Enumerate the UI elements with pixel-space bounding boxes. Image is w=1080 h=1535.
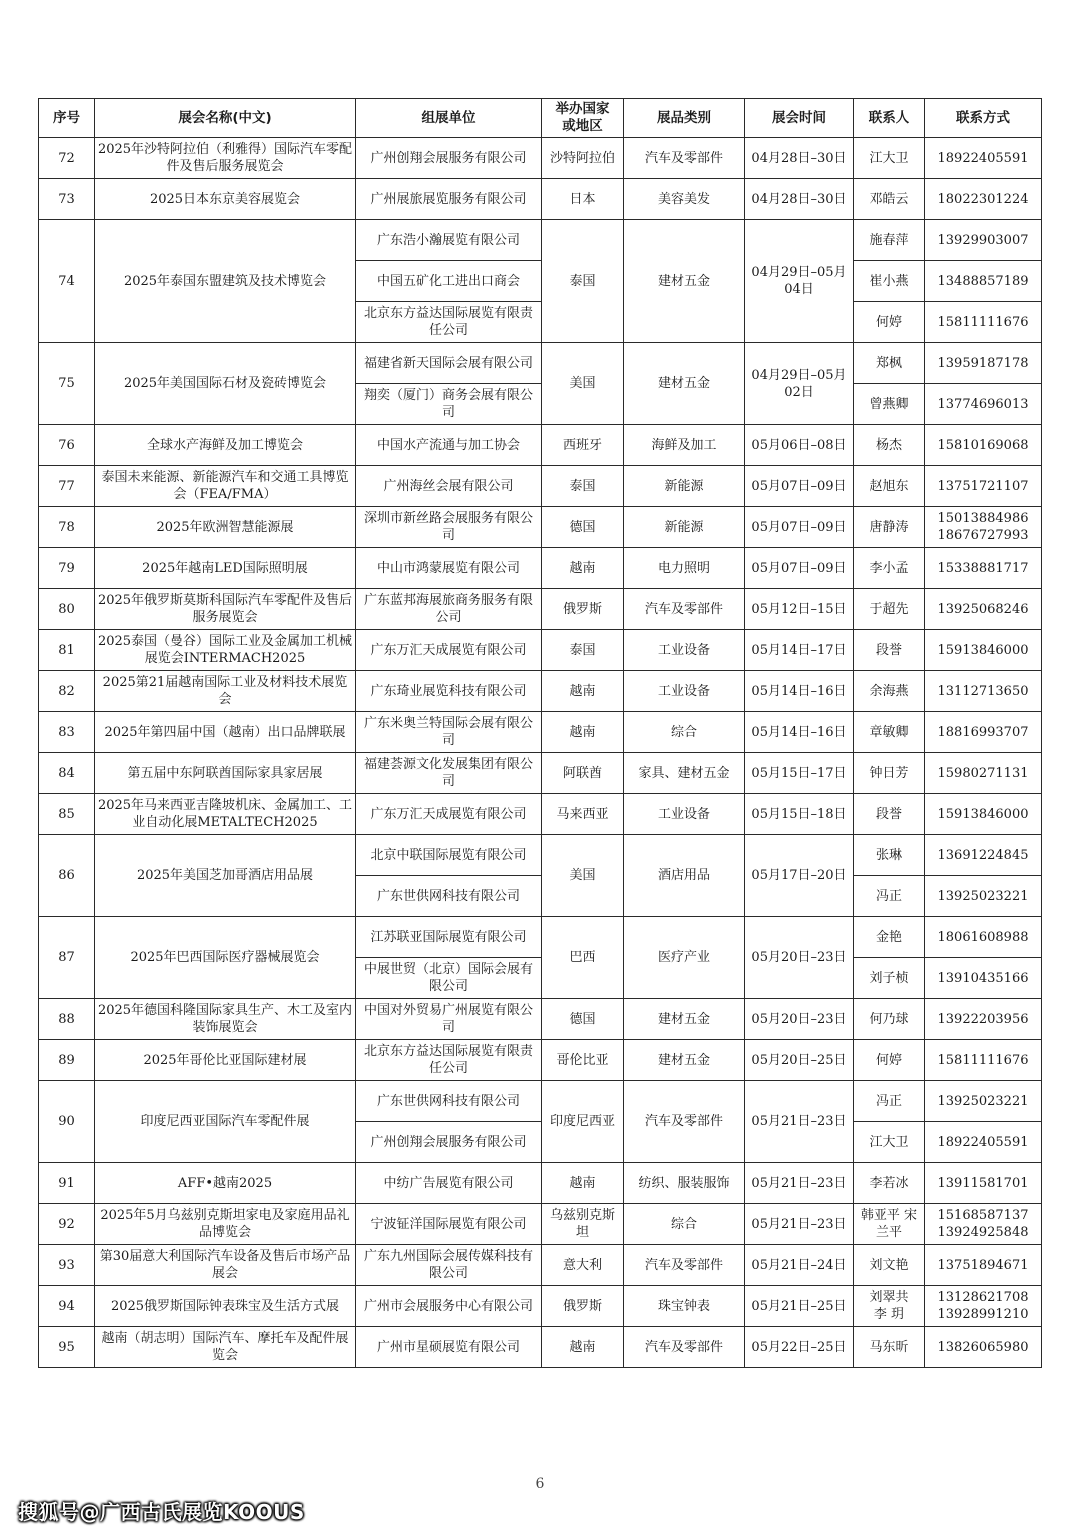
cell-time: 04月29日–05月04日 bbox=[745, 220, 854, 343]
cell-organizer: 广东米奥兰特国际会展有限公司 bbox=[356, 712, 542, 753]
cell-no: 74 bbox=[39, 220, 95, 343]
cell-exhibition-name: 2025年沙特阿拉伯（利雅得）国际汽车零配件及售后服务展览会 bbox=[95, 138, 356, 179]
cell-no: 95 bbox=[39, 1327, 95, 1368]
cell-contact-name: 何乃球 bbox=[854, 999, 925, 1040]
cell-no: 75 bbox=[39, 343, 95, 425]
cell-organizer: 北京东方益达国际展览有限责任公司 bbox=[356, 1040, 542, 1081]
header-time: 展会时间 bbox=[745, 99, 854, 138]
cell-contact-name: 施春萍 bbox=[854, 220, 925, 261]
cell-contact-name: 李小孟 bbox=[854, 548, 925, 589]
cell-organizer: 广东万汇天成展览有限公司 bbox=[356, 630, 542, 671]
cell-category: 综合 bbox=[624, 1204, 745, 1245]
header-no: 序号 bbox=[39, 99, 95, 138]
table-row bbox=[39, 712, 1042, 753]
cell-organizer: 广东琦业展览科技有限公司 bbox=[356, 671, 542, 712]
table-row bbox=[39, 917, 1042, 958]
cell-contact-name: 段誉 bbox=[854, 794, 925, 835]
cell-organizer: 广州创翔会展服务有限公司 bbox=[356, 138, 542, 179]
cell-time: 05月21日–23日 bbox=[745, 1204, 854, 1245]
cell-contact-phone: 18922405591 bbox=[925, 1122, 1042, 1163]
cell-contact-name: 冯正 bbox=[854, 876, 925, 917]
cell-country: 美国 bbox=[542, 343, 624, 425]
cell-time: 05月07日–09日 bbox=[745, 507, 854, 548]
cell-country: 沙特阿拉伯 bbox=[542, 138, 624, 179]
cell-time: 05月15日–18日 bbox=[745, 794, 854, 835]
cell-no: 72 bbox=[39, 138, 95, 179]
cell-exhibition-name: 2025泰国（曼谷）国际工业及金属加工机械展览会INTERMACH2025 bbox=[95, 630, 356, 671]
table-row bbox=[39, 1327, 1042, 1368]
cell-time: 04月28日–30日 bbox=[745, 179, 854, 220]
cell-contact-phone: 13751894671 bbox=[925, 1245, 1042, 1286]
cell-contact-name: 郑枫 bbox=[854, 343, 925, 384]
cell-contact-name: 段誉 bbox=[854, 630, 925, 671]
cell-contact-phone: 13112713650 bbox=[925, 671, 1042, 712]
cell-time: 05月21日–23日 bbox=[745, 1163, 854, 1204]
cell-contact-name: 钟日芳 bbox=[854, 753, 925, 794]
cell-exhibition-name: 2025年欧洲智慧能源展 bbox=[95, 507, 356, 548]
cell-exhibition-name: AFF•越南2025 bbox=[95, 1163, 356, 1204]
cell-no: 92 bbox=[39, 1204, 95, 1245]
cell-organizer: 中国五矿化工进出口商会 bbox=[356, 261, 542, 302]
cell-contact-phone: 13488857189 bbox=[925, 261, 1042, 302]
cell-no: 88 bbox=[39, 999, 95, 1040]
cell-country: 越南 bbox=[542, 671, 624, 712]
table-row bbox=[39, 343, 1042, 384]
cell-organizer: 广州创翔会展服务有限公司 bbox=[356, 1122, 542, 1163]
cell-country: 阿联酋 bbox=[542, 753, 624, 794]
cell-category: 建材五金 bbox=[624, 999, 745, 1040]
table-row bbox=[39, 179, 1042, 220]
cell-time: 05月14日–17日 bbox=[745, 630, 854, 671]
cell-organizer: 广东世供网科技有限公司 bbox=[356, 1081, 542, 1122]
cell-country: 泰国 bbox=[542, 220, 624, 343]
table-row bbox=[39, 1040, 1042, 1081]
table-header-row bbox=[39, 99, 1042, 138]
table-row bbox=[39, 753, 1042, 794]
cell-country: 意大利 bbox=[542, 1245, 624, 1286]
cell-organizer: 福建荟源文化发展集团有限公司 bbox=[356, 753, 542, 794]
cell-organizer: 中展世贸（北京）国际会展有限公司 bbox=[356, 958, 542, 999]
cell-contact-name: 刘文艳 bbox=[854, 1245, 925, 1286]
cell-time: 05月07日–09日 bbox=[745, 548, 854, 589]
cell-contact-name: 曾燕卿 bbox=[854, 384, 925, 425]
cell-organizer: 广东万汇天成展览有限公司 bbox=[356, 794, 542, 835]
table-row bbox=[39, 835, 1042, 876]
cell-contact-phone: 15811111676 bbox=[925, 302, 1042, 343]
cell-exhibition-name: 2025日本东京美容展览会 bbox=[95, 179, 356, 220]
cell-country: 马来西亚 bbox=[542, 794, 624, 835]
cell-contact-phone: 13910435166 bbox=[925, 958, 1042, 999]
cell-contact-name: 刘子桢 bbox=[854, 958, 925, 999]
cell-no: 89 bbox=[39, 1040, 95, 1081]
table-row bbox=[39, 466, 1042, 507]
cell-country: 越南 bbox=[542, 1163, 624, 1204]
cell-exhibition-name: 第五届中东阿联酋国际家具家居展 bbox=[95, 753, 356, 794]
cell-time: 05月15日–17日 bbox=[745, 753, 854, 794]
header-phone: 联系方式 bbox=[925, 99, 1042, 138]
cell-contact-name: 唐静涛 bbox=[854, 507, 925, 548]
cell-category: 美容美发 bbox=[624, 179, 745, 220]
cell-exhibition-name: 2025年美国芝加哥酒店用品展 bbox=[95, 835, 356, 917]
cell-contact-phone: 13925068246 bbox=[925, 589, 1042, 630]
cell-contact-phone: 15810169068 bbox=[925, 425, 1042, 466]
cell-contact-name: 章敏卿 bbox=[854, 712, 925, 753]
cell-category: 综合 bbox=[624, 712, 745, 753]
table-row bbox=[39, 671, 1042, 712]
cell-no: 84 bbox=[39, 753, 95, 794]
cell-contact-name: 冯正 bbox=[854, 1081, 925, 1122]
cell-category: 汽车及零部件 bbox=[624, 589, 745, 630]
cell-no: 91 bbox=[39, 1163, 95, 1204]
table-row bbox=[39, 999, 1042, 1040]
cell-category: 建材五金 bbox=[624, 220, 745, 343]
cell-exhibition-name: 第30届意大利国际汽车设备及售后市场产品展会 bbox=[95, 1245, 356, 1286]
header-category: 展品类别 bbox=[624, 99, 745, 138]
cell-country: 俄罗斯 bbox=[542, 1286, 624, 1327]
cell-contact-name: 韩亚平 宋兰平 bbox=[854, 1204, 925, 1245]
table-body bbox=[39, 138, 1042, 1368]
cell-time: 05月14日–16日 bbox=[745, 671, 854, 712]
cell-time: 05月20日–23日 bbox=[745, 917, 854, 999]
cell-no: 79 bbox=[39, 548, 95, 589]
cell-country: 越南 bbox=[542, 548, 624, 589]
cell-contact-name: 何婷 bbox=[854, 1040, 925, 1081]
table-row bbox=[39, 548, 1042, 589]
cell-contact-phone: 13751721107 bbox=[925, 466, 1042, 507]
watermark: 搜狐号@广西古氏展览KOOUS bbox=[18, 1500, 305, 1524]
table-row bbox=[39, 1245, 1042, 1286]
cell-category: 家具、建材五金 bbox=[624, 753, 745, 794]
cell-category: 汽车及零部件 bbox=[624, 1245, 745, 1286]
cell-category: 建材五金 bbox=[624, 1040, 745, 1081]
cell-country: 乌兹别克斯坦 bbox=[542, 1204, 624, 1245]
cell-organizer: 广东九州国际会展传媒科技有限公司 bbox=[356, 1245, 542, 1286]
cell-contact-phone: 15168587137 13924925848 bbox=[925, 1204, 1042, 1245]
table-row bbox=[39, 1286, 1042, 1327]
cell-organizer: 中国水产流通与加工协会 bbox=[356, 425, 542, 466]
cell-contact-phone: 15338881717 bbox=[925, 548, 1042, 589]
cell-contact-phone: 15980271131 bbox=[925, 753, 1042, 794]
cell-category: 纺织、服装服饰 bbox=[624, 1163, 745, 1204]
cell-no: 93 bbox=[39, 1245, 95, 1286]
cell-contact-phone: 13959187178 bbox=[925, 343, 1042, 384]
cell-contact-name: 马东昕 bbox=[854, 1327, 925, 1368]
cell-time: 05月21日–25日 bbox=[745, 1286, 854, 1327]
cell-organizer: 广东浩小瀚展览有限公司 bbox=[356, 220, 542, 261]
cell-category: 汽车及零部件 bbox=[624, 138, 745, 179]
cell-exhibition-name: 2025年哥伦比亚国际建材展 bbox=[95, 1040, 356, 1081]
header-name: 展会名称(中文) bbox=[95, 99, 356, 138]
cell-exhibition-name: 全球水产海鲜及加工博览会 bbox=[95, 425, 356, 466]
cell-exhibition-name: 2025年5月乌兹别克斯坦家电及家庭用品礼品博览会 bbox=[95, 1204, 356, 1245]
table-row bbox=[39, 138, 1042, 179]
cell-time: 05月21日–23日 bbox=[745, 1081, 854, 1163]
cell-contact-name: 余海燕 bbox=[854, 671, 925, 712]
cell-contact-name: 金艳 bbox=[854, 917, 925, 958]
cell-contact-phone: 18022301224 bbox=[925, 179, 1042, 220]
cell-contact-name: 于超先 bbox=[854, 589, 925, 630]
exhibition-table bbox=[38, 98, 1042, 1368]
cell-no: 77 bbox=[39, 466, 95, 507]
cell-no: 83 bbox=[39, 712, 95, 753]
cell-category: 新能源 bbox=[624, 507, 745, 548]
cell-organizer: 中山市鸿蒙展览有限公司 bbox=[356, 548, 542, 589]
cell-exhibition-name: 2025年越南LED国际照明展 bbox=[95, 548, 356, 589]
cell-organizer: 广东蓝邦海展旅商务服务有限公司 bbox=[356, 589, 542, 630]
table-row bbox=[39, 589, 1042, 630]
cell-category: 工业设备 bbox=[624, 671, 745, 712]
cell-organizer: 宁波钲洋国际展览有限公司 bbox=[356, 1204, 542, 1245]
cell-contact-phone: 13774696013 bbox=[925, 384, 1042, 425]
cell-organizer: 北京东方益达国际展览有限责任公司 bbox=[356, 302, 542, 343]
cell-organizer: 福建省新天国际会展有限公司 bbox=[356, 343, 542, 384]
header-organizer: 组展单位 bbox=[356, 99, 542, 138]
cell-time: 05月20日–25日 bbox=[745, 1040, 854, 1081]
cell-country: 越南 bbox=[542, 1327, 624, 1368]
cell-time: 05月12日–15日 bbox=[745, 589, 854, 630]
table-row bbox=[39, 220, 1042, 261]
cell-no: 78 bbox=[39, 507, 95, 548]
cell-exhibition-name: 2025年泰国东盟建筑及技术博览会 bbox=[95, 220, 356, 343]
cell-exhibition-name: 2025年第四届中国（越南）出口品牌联展 bbox=[95, 712, 356, 753]
cell-exhibition-name: 印度尼西亚国际汽车零配件展 bbox=[95, 1081, 356, 1163]
cell-contact-name: 赵旭东 bbox=[854, 466, 925, 507]
table-row bbox=[39, 1163, 1042, 1204]
cell-exhibition-name: 2025年巴西国际医疗器械展览会 bbox=[95, 917, 356, 999]
cell-contact-phone: 13128621708 13928991210 bbox=[925, 1286, 1042, 1327]
table-row bbox=[39, 425, 1042, 466]
cell-time: 05月22日–25日 bbox=[745, 1327, 854, 1368]
cell-no: 87 bbox=[39, 917, 95, 999]
cell-organizer: 中国对外贸易广州展览有限公司 bbox=[356, 999, 542, 1040]
cell-country: 俄罗斯 bbox=[542, 589, 624, 630]
cell-contact-phone: 13929903007 bbox=[925, 220, 1042, 261]
cell-contact-phone: 15913846000 bbox=[925, 794, 1042, 835]
cell-country: 越南 bbox=[542, 712, 624, 753]
cell-organizer: 北京中联国际展览有限公司 bbox=[356, 835, 542, 876]
table-row bbox=[39, 1204, 1042, 1245]
cell-no: 81 bbox=[39, 630, 95, 671]
cell-country: 德国 bbox=[542, 507, 624, 548]
cell-organizer: 江苏联亚国际展览有限公司 bbox=[356, 917, 542, 958]
cell-no: 82 bbox=[39, 671, 95, 712]
cell-category: 酒店用品 bbox=[624, 835, 745, 917]
cell-exhibition-name: 2025年德国科隆国际家具生产、木工及室内装饰展览会 bbox=[95, 999, 356, 1040]
cell-contact-phone: 15913846000 bbox=[925, 630, 1042, 671]
cell-organizer: 广州市会展服务中心有限公司 bbox=[356, 1286, 542, 1327]
cell-contact-phone: 18922405591 bbox=[925, 138, 1042, 179]
table-row bbox=[39, 794, 1042, 835]
cell-country: 巴西 bbox=[542, 917, 624, 999]
cell-contact-phone: 13911581701 bbox=[925, 1163, 1042, 1204]
table-row bbox=[39, 1081, 1042, 1122]
cell-no: 90 bbox=[39, 1081, 95, 1163]
cell-category: 新能源 bbox=[624, 466, 745, 507]
cell-contact-phone: 15811111676 bbox=[925, 1040, 1042, 1081]
cell-no: 73 bbox=[39, 179, 95, 220]
cell-time: 04月28日–30日 bbox=[745, 138, 854, 179]
cell-contact-phone: 18061608988 bbox=[925, 917, 1042, 958]
cell-country: 西班牙 bbox=[542, 425, 624, 466]
cell-category: 电力照明 bbox=[624, 548, 745, 589]
table-row bbox=[39, 507, 1042, 548]
cell-category: 珠宝钟表 bbox=[624, 1286, 745, 1327]
cell-contact-name: 崔小燕 bbox=[854, 261, 925, 302]
cell-contact-name: 杨杰 bbox=[854, 425, 925, 466]
cell-category: 工业设备 bbox=[624, 794, 745, 835]
cell-exhibition-name: 泰国未来能源、新能源汽车和交通工具博览会（FEA/FMA） bbox=[95, 466, 356, 507]
cell-organizer: 广州展旅展览服务有限公司 bbox=[356, 179, 542, 220]
cell-country: 美国 bbox=[542, 835, 624, 917]
cell-contact-name: 张琳 bbox=[854, 835, 925, 876]
cell-contact-phone: 15013884986 18676727993 bbox=[925, 507, 1042, 548]
cell-no: 80 bbox=[39, 589, 95, 630]
cell-time: 05月06日–08日 bbox=[745, 425, 854, 466]
cell-contact-phone: 13925023221 bbox=[925, 1081, 1042, 1122]
cell-contact-phone: 18816993707 bbox=[925, 712, 1042, 753]
cell-category: 医疗产业 bbox=[624, 917, 745, 999]
cell-category: 海鲜及加工 bbox=[624, 425, 745, 466]
cell-no: 94 bbox=[39, 1286, 95, 1327]
cell-country: 哥伦比亚 bbox=[542, 1040, 624, 1081]
cell-time: 05月21日–24日 bbox=[745, 1245, 854, 1286]
cell-exhibition-name: 2025年美国国际石材及瓷砖博览会 bbox=[95, 343, 356, 425]
cell-organizer: 广州海丝会展有限公司 bbox=[356, 466, 542, 507]
cell-contact-phone: 13691224845 bbox=[925, 835, 1042, 876]
cell-contact-phone: 13922203956 bbox=[925, 999, 1042, 1040]
cell-time: 05月20日–23日 bbox=[745, 999, 854, 1040]
cell-contact-name: 江大卫 bbox=[854, 1122, 925, 1163]
cell-country: 日本 bbox=[542, 179, 624, 220]
header-contact: 联系人 bbox=[854, 99, 925, 138]
cell-category: 工业设备 bbox=[624, 630, 745, 671]
cell-organizer: 广州市星硕展览有限公司 bbox=[356, 1327, 542, 1368]
cell-exhibition-name: 越南（胡志明）国际汽车、摩托车及配件展览会 bbox=[95, 1327, 356, 1368]
cell-exhibition-name: 2025第21届越南国际工业及材料技术展览会 bbox=[95, 671, 356, 712]
cell-exhibition-name: 2025年马来西亚吉隆坡机床、金属加工、工业自动化展METALTECH2025 bbox=[95, 794, 356, 835]
cell-exhibition-name: 2025俄罗斯国际钟表珠宝及生活方式展 bbox=[95, 1286, 356, 1327]
cell-time: 05月17日–20日 bbox=[745, 835, 854, 917]
cell-no: 76 bbox=[39, 425, 95, 466]
cell-time: 05月14日–16日 bbox=[745, 712, 854, 753]
cell-organizer: 深圳市新丝路会展服务有限公司 bbox=[356, 507, 542, 548]
cell-country: 德国 bbox=[542, 999, 624, 1040]
cell-no: 85 bbox=[39, 794, 95, 835]
page-number: 6 bbox=[535, 1476, 545, 1492]
cell-country: 泰国 bbox=[542, 630, 624, 671]
cell-contact-name: 邓皓云 bbox=[854, 179, 925, 220]
cell-organizer: 翔奕（厦门）商务会展有限公司 bbox=[356, 384, 542, 425]
table-row bbox=[39, 630, 1042, 671]
cell-time: 05月07日–09日 bbox=[745, 466, 854, 507]
cell-exhibition-name: 2025年俄罗斯莫斯科国际汽车零配件及售后服务展览会 bbox=[95, 589, 356, 630]
cell-contact-phone: 13925023221 bbox=[925, 876, 1042, 917]
cell-organizer: 中纺广告展览有限公司 bbox=[356, 1163, 542, 1204]
cell-country: 印度尼西亚 bbox=[542, 1081, 624, 1163]
cell-category: 建材五金 bbox=[624, 343, 745, 425]
cell-contact-phone: 13826065980 bbox=[925, 1327, 1042, 1368]
cell-contact-name: 刘翠共 李 玥 bbox=[854, 1286, 925, 1327]
cell-contact-name: 江大卫 bbox=[854, 138, 925, 179]
cell-organizer: 广东世供网科技有限公司 bbox=[356, 876, 542, 917]
cell-category: 汽车及零部件 bbox=[624, 1081, 745, 1163]
cell-contact-name: 何婷 bbox=[854, 302, 925, 343]
header-country: 举办国家 或地区 bbox=[542, 99, 624, 138]
cell-country: 泰国 bbox=[542, 466, 624, 507]
cell-category: 汽车及零部件 bbox=[624, 1327, 745, 1368]
cell-time: 04月29日–05月02日 bbox=[745, 343, 854, 425]
cell-no: 86 bbox=[39, 835, 95, 917]
cell-contact-name: 李若冰 bbox=[854, 1163, 925, 1204]
